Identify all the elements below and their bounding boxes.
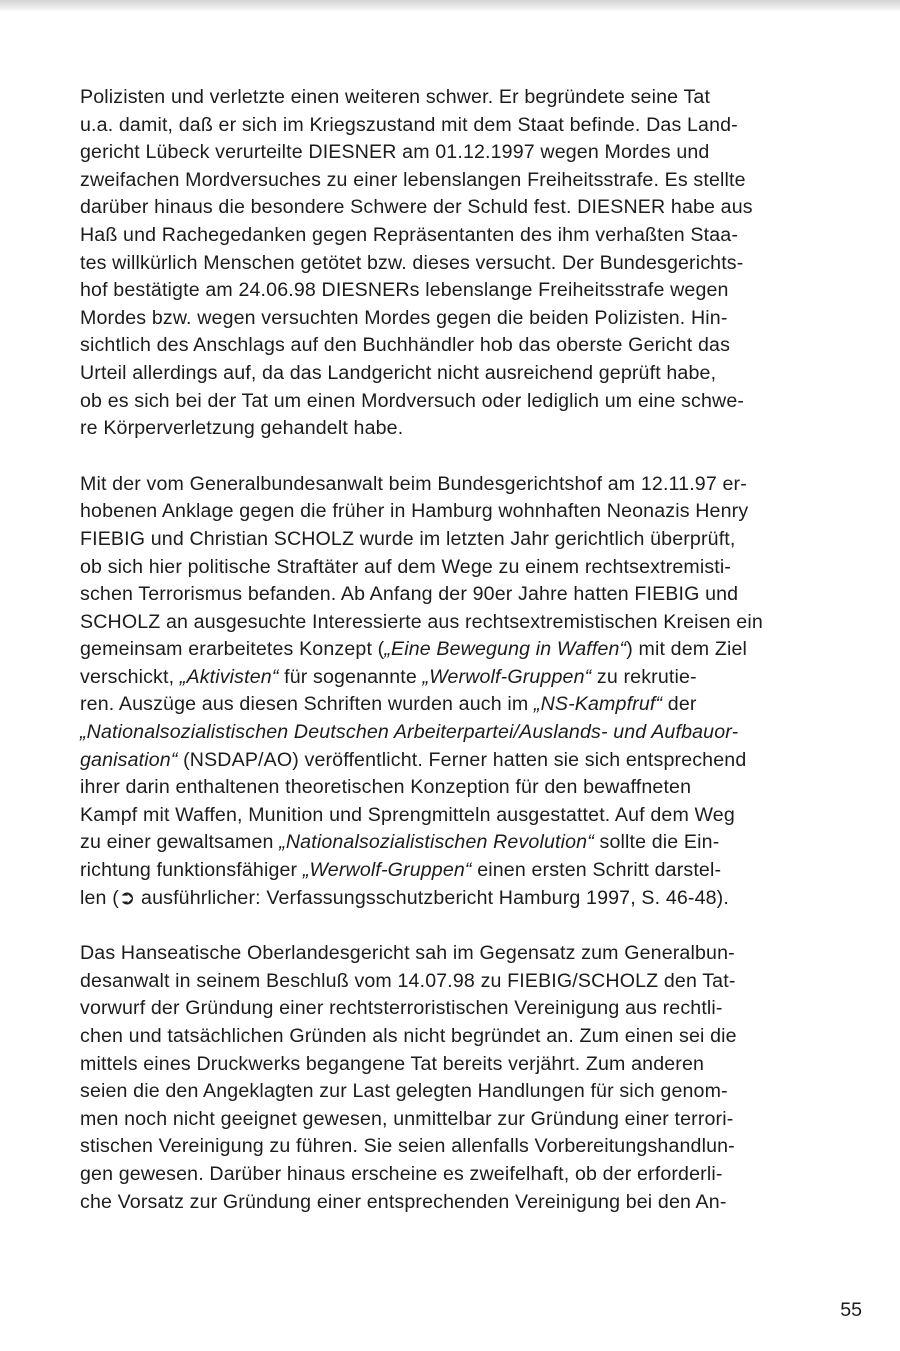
italic-text-run: „NS-Kampfruf“ xyxy=(533,693,663,716)
paragraph-diesner-verdict xyxy=(80,84,862,443)
scan-edge xyxy=(0,0,900,12)
italic-text-run: „Nationalsozialistischen Revolution“ xyxy=(279,831,594,854)
italic-text-run: „Eine Bewegung in Waffen“ xyxy=(384,638,627,661)
text-run: zu rekrutie- ren. Auszüge aus diesen Schriften wurden auch im xyxy=(80,665,697,716)
paragraph-fiebig-scholz-indictment xyxy=(80,471,862,913)
italic-text-run: „Aktivisten“ xyxy=(179,665,279,688)
text-run: (NSDAP/AO) veröffentlicht. Ferner hatten sie sich entsprechend ihrer darin enthaltenen theoretischen Konzeption für den bewaffneten Kampf mit Waffen, Munition und Sprengmitteln ausgestattet. Auf dem Weg zu einer gewaltsamen xyxy=(80,748,747,854)
text-run: Mit der vom Generalbundesanwalt beim Bundesgerichtshof am 12.11.97 er- hobenen Anklage gegen die früher in Hamburg wohnhaften Neonazis Henry FIEBIG und Christian SCHOLZ wurde im letzten Jahr gerichtlich überprüft, ob sich hier politische Straftäter auf dem Wege zu einem rechtsextremisti- schen Terrorismus befanden. Ab Anfang der 90er Jahre hatten FIEBIG und SCHOLZ an ausgesuchte Interessierte aus rechtsextremistischen Kreisen ein gemeinsam erarbeitetes Konzept ( xyxy=(80,472,763,661)
page-number: 55 xyxy=(840,1299,862,1321)
italic-text-run: „Werwolf-Gruppen“ xyxy=(422,665,592,688)
paragraph-court-decision xyxy=(80,940,862,1216)
text-run: ) mit dem Ziel verschickt, xyxy=(80,638,747,688)
text-run: einen ersten Schritt darstel- len (➲ ausführlicher: Verfassungsschutzbericht Hamburg 1997, S. 46-48). xyxy=(80,859,729,909)
page-body xyxy=(80,84,862,1216)
text-run: Polizisten und verletzte einen weiteren schwer. Er begründete seine Tat u.a. damit, daß er sich im Kriegszustand mit dem Staat befinde. Das Land- gericht Lübeck verurteilte DIESNER am 01.12.1997 wegen Mordes und zweifachen Mordversuches zu einer lebenslangen Freiheitsstrafe. Es stellte darüber hinaus die besondere Schwere der Schuld fest. DIESNER habe aus Haß und Rachegedanken gegen Repräsentanten des ihm verhaßten Staa- tes willkürlich Menschen getötet bzw. dieses versucht. Der Bundesgerichts- hof bestätigte am 24.06.98 DIESNERs lebenslange Freiheitsstrafe wegen Mordes bzw. wegen versuchten Mordes gegen die beiden Polizisten. Hin- sichtlich des Anschlags auf den Buchhändler hob das oberste Gericht das Urteil allerdings auf, da das Landgericht nicht ausreichend geprüft habe, ob es sich bei der Tat um einen Mordversuch oder lediglich um eine schwe- re Körperverletzung gehandelt habe. xyxy=(80,86,753,440)
text-run: Das Hanseatische Oberlandesgericht sah im Gegensatz zum Generalbun- desanwalt in seinem Beschluß vom 14.07.98 zu FIEBIG/SCHOLZ den Tat- vorwurf der Gründung einer rechtsterroristischen Vereinigung aus rechtli- chen und tatsächlichen Gründen als nicht begründet an. Zum einen sei die mittels eines Druckwerks begangene Tat bereits verjährt. Zum anderen seien die den Angeklagten zur Last gelegten Handlungen für sich genom- men noch nicht geeignet gewesen, unmittelbar zur Gründung einer terrori- stischen Vereinigung zu führen. Sie seien allenfalls Vorbereitungshandlun- gen gewesen. Darüber hinaus erscheine es zweifelhaft, ob der erforderli- che Vorsatz zur Gründung einer entsprechenden Vereinigung bei den An- xyxy=(80,942,737,1213)
italic-text-run: „Werwolf-Gruppen“ xyxy=(302,859,472,882)
text-run: der xyxy=(667,693,697,716)
text-run: sollte die Ein- richtung funktionsfähiger xyxy=(80,831,720,882)
italic-text-run: „Nationalsozialistischen Deutschen Arbeiterpartei/Auslands- und Aufbauor- ganisation“ xyxy=(80,721,739,771)
text-run: für sogenannte xyxy=(278,665,423,688)
